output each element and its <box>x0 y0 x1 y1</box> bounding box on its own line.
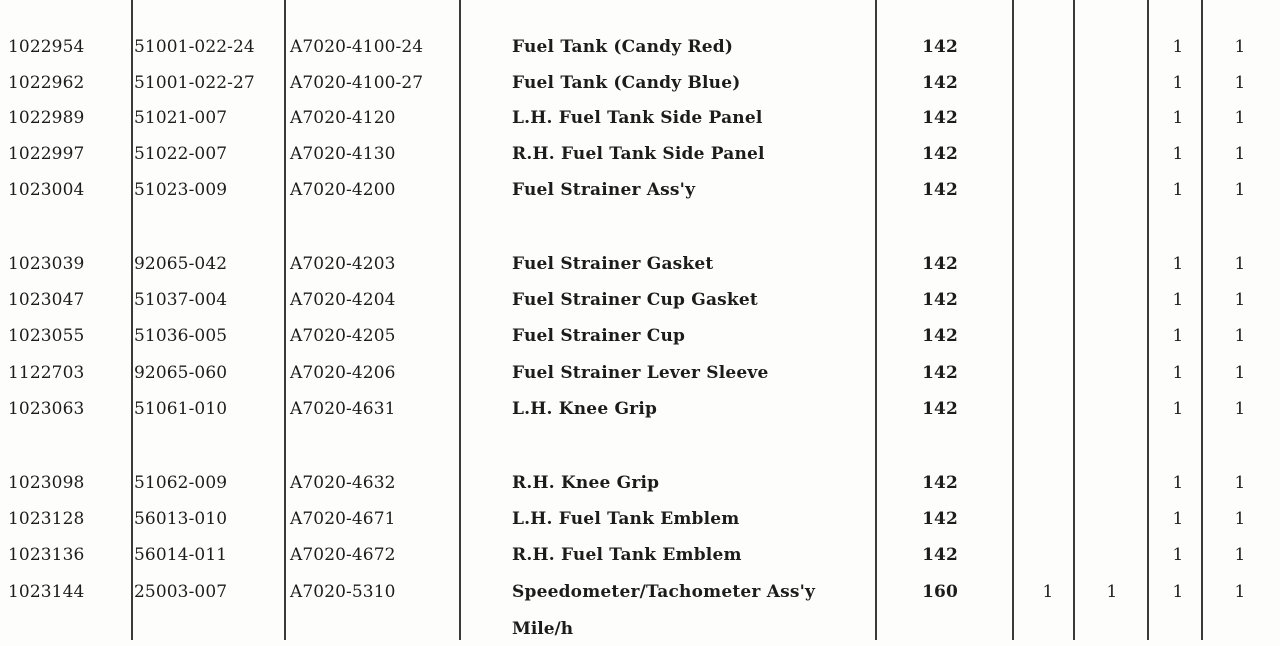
quantity-col-3: 1 <box>1172 582 1184 602</box>
part-number: 51021-007 <box>134 108 228 128</box>
reference-number: 1023063 <box>8 399 85 419</box>
page-number: 142 <box>922 254 958 274</box>
quantity-col-3: 1 <box>1172 290 1184 310</box>
quantity-col-3: 1 <box>1172 509 1184 529</box>
table-row <box>0 577 1280 607</box>
part-description: Fuel Tank (Candy Blue) <box>512 73 741 93</box>
page-number: 142 <box>922 180 958 200</box>
alternate-part-number: A7020-5310 <box>290 582 396 602</box>
quantity-col-3: 1 <box>1172 545 1184 565</box>
part-description: L.H. Fuel Tank Emblem <box>512 509 740 529</box>
table-row <box>0 103 1280 133</box>
page-number: 142 <box>922 473 958 493</box>
quantity-col-4: 1 <box>1234 363 1246 383</box>
table-row <box>0 394 1280 424</box>
part-number: 51061-010 <box>134 399 228 419</box>
part-description: R.H. Fuel Tank Side Panel <box>512 144 765 164</box>
part-description: L.H. Fuel Tank Side Panel <box>512 108 763 128</box>
alternate-part-number: A7020-4671 <box>290 509 396 529</box>
page-number: 142 <box>922 399 958 419</box>
alternate-part-number: A7020-4203 <box>290 254 396 274</box>
table-row <box>0 32 1280 62</box>
part-number: 92065-060 <box>134 363 228 383</box>
reference-number: 1023039 <box>8 254 85 274</box>
page-number: 142 <box>922 545 958 565</box>
quantity-col-3: 1 <box>1172 254 1184 274</box>
alternate-part-number: A7020-4200 <box>290 180 396 200</box>
alternate-part-number: A7020-4120 <box>290 108 396 128</box>
part-description: Fuel Strainer Cup <box>512 326 686 346</box>
page-number: 142 <box>922 363 958 383</box>
reference-number: 1023098 <box>8 473 85 493</box>
table-row <box>0 504 1280 534</box>
part-description: Fuel Strainer Lever Sleeve <box>512 363 769 383</box>
quantity-col-4: 1 <box>1234 545 1246 565</box>
quantity-col-3: 1 <box>1172 180 1184 200</box>
part-description: R.H. Knee Grip <box>512 473 660 493</box>
reference-number: 1023055 <box>8 326 85 346</box>
quantity-col-4: 1 <box>1234 582 1246 602</box>
alternate-part-number: A7020-4100-27 <box>290 73 424 93</box>
description-continuation: Mile/h <box>512 619 574 639</box>
reference-number: 1022997 <box>8 144 85 164</box>
page-number: 142 <box>922 290 958 310</box>
part-description: Fuel Strainer Ass'y <box>512 180 696 200</box>
alternate-part-number: A7020-4130 <box>290 144 396 164</box>
quantity-col-3: 1 <box>1172 473 1184 493</box>
part-description: Speedometer/Tachometer Ass'y <box>512 582 816 602</box>
reference-number: 1022989 <box>8 108 85 128</box>
quantity-col-4: 1 <box>1234 144 1246 164</box>
reference-number: 1023128 <box>8 509 85 529</box>
quantity-col-3: 1 <box>1172 363 1184 383</box>
quantity-col-4: 1 <box>1234 180 1246 200</box>
page-number: 142 <box>922 144 958 164</box>
table-row <box>0 540 1280 570</box>
part-number: 92065-042 <box>134 254 228 274</box>
page-number: 142 <box>922 37 958 57</box>
table-row <box>0 358 1280 388</box>
page-number: 142 <box>922 326 958 346</box>
alternate-part-number: A7020-4100-24 <box>290 37 424 57</box>
table-row <box>0 175 1280 205</box>
quantity-col-4: 1 <box>1234 509 1246 529</box>
table-row <box>0 68 1280 98</box>
quantity-col-4: 1 <box>1234 108 1246 128</box>
quantity-col-2: 1 <box>1106 582 1118 602</box>
alternate-part-number: A7020-4632 <box>290 473 396 493</box>
part-description: R.H. Fuel Tank Emblem <box>512 545 742 565</box>
part-number: 51036-005 <box>134 326 228 346</box>
table-row <box>0 139 1280 169</box>
page-number: 142 <box>922 73 958 93</box>
part-number: 51023-009 <box>134 180 228 200</box>
alternate-part-number: A7020-4206 <box>290 363 396 383</box>
quantity-col-4: 1 <box>1234 399 1246 419</box>
part-number: 25003-007 <box>134 582 228 602</box>
table-row <box>0 468 1280 498</box>
part-number: 51001-022-27 <box>134 73 255 93</box>
alternate-part-number: A7020-4205 <box>290 326 396 346</box>
reference-number: 1023144 <box>8 582 85 602</box>
part-description: Fuel Strainer Cup Gasket <box>512 290 758 310</box>
quantity-col-4: 1 <box>1234 326 1246 346</box>
alternate-part-number: A7020-4672 <box>290 545 396 565</box>
reference-number: 1122703 <box>8 363 85 383</box>
page-number: 160 <box>922 582 958 602</box>
quantity-col-3: 1 <box>1172 326 1184 346</box>
part-number: 56014-011 <box>134 545 228 565</box>
quantity-col-3: 1 <box>1172 108 1184 128</box>
reference-number: 1022954 <box>8 37 85 57</box>
table-row <box>0 285 1280 315</box>
page-number: 142 <box>922 108 958 128</box>
quantity-col-1: 1 <box>1042 582 1054 602</box>
reference-number: 1023047 <box>8 290 85 310</box>
alternate-part-number: A7020-4204 <box>290 290 396 310</box>
reference-number: 1023136 <box>8 545 85 565</box>
reference-number: 1022962 <box>8 73 85 93</box>
quantity-col-3: 1 <box>1172 73 1184 93</box>
alternate-part-number: A7020-4631 <box>290 399 396 419</box>
quantity-col-4: 1 <box>1234 73 1246 93</box>
quantity-col-3: 1 <box>1172 37 1184 57</box>
page-number: 142 <box>922 509 958 529</box>
quantity-col-4: 1 <box>1234 254 1246 274</box>
quantity-col-3: 1 <box>1172 144 1184 164</box>
table-row <box>0 321 1280 351</box>
quantity-col-3: 1 <box>1172 399 1184 419</box>
part-description: Fuel Strainer Gasket <box>512 254 714 274</box>
part-number: 56013-010 <box>134 509 228 529</box>
part-number: 51022-007 <box>134 144 228 164</box>
part-number: 51062-009 <box>134 473 228 493</box>
part-number: 51001-022-24 <box>134 37 255 57</box>
table-row <box>0 249 1280 279</box>
part-description: Fuel Tank (Candy Red) <box>512 37 734 57</box>
quantity-col-4: 1 <box>1234 37 1246 57</box>
part-number: 51037-004 <box>134 290 228 310</box>
reference-number: 1023004 <box>8 180 85 200</box>
quantity-col-4: 1 <box>1234 473 1246 493</box>
part-description: L.H. Knee Grip <box>512 399 658 419</box>
quantity-col-4: 1 <box>1234 290 1246 310</box>
